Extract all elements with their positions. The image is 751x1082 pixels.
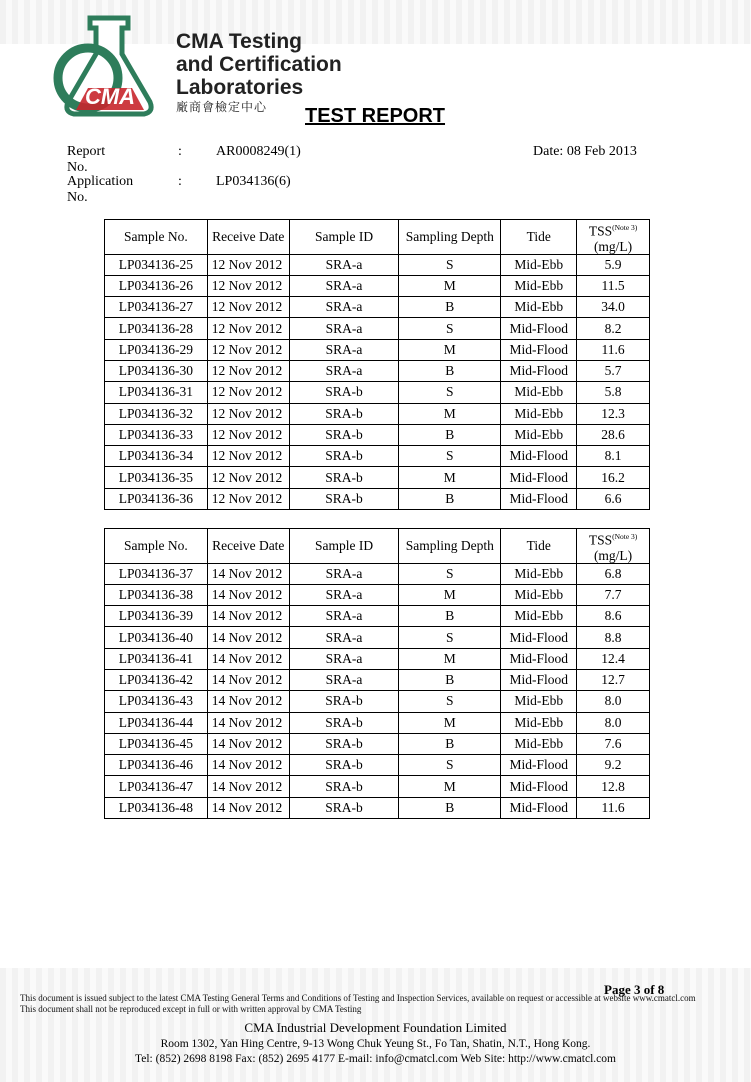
company-name	[176, 30, 342, 115]
cell-sample-no: LP034136-38	[105, 584, 208, 605]
cell-tide: Mid-Flood	[501, 627, 577, 648]
cell-tide: Mid-Flood	[501, 360, 577, 381]
cell-sample-id: SRA-a	[289, 648, 399, 669]
cell-tide: Mid-Ebb	[501, 297, 577, 318]
cell-sampling-depth: B	[399, 797, 501, 818]
col-sample-no: Sample No.	[105, 529, 208, 564]
cell-receive-date: 12 Nov 2012	[207, 254, 289, 275]
cell-receive-date: 14 Nov 2012	[207, 584, 289, 605]
report-no-colon: :	[178, 144, 182, 159]
application-no-label: Application No.	[67, 174, 134, 205]
disclaimer-line-2: This document shall not be reproduced except in full or with written approval by CMA Testing	[20, 1004, 362, 1014]
table-header-row	[105, 220, 650, 255]
application-no-colon: :	[178, 174, 182, 189]
tss-unit: (mg/L)	[593, 238, 633, 254]
cell-sample-no: LP034136-28	[105, 318, 208, 339]
cell-sample-id: SRA-b	[289, 712, 399, 733]
cell-sampling-depth: B	[399, 669, 501, 690]
cell-receive-date: 14 Nov 2012	[207, 797, 289, 818]
tss-unit: (mg/L)	[593, 547, 633, 563]
cell-tss: 16.2	[577, 467, 650, 488]
cell-sample-no: LP034136-48	[105, 797, 208, 818]
cell-sampling-depth: B	[399, 488, 501, 509]
cell-sampling-depth: B	[399, 360, 501, 381]
cell-receive-date: 12 Nov 2012	[207, 297, 289, 318]
cell-sample-no: LP034136-43	[105, 691, 208, 712]
cell-sample-id: SRA-b	[289, 733, 399, 754]
cell-receive-date: 14 Nov 2012	[207, 669, 289, 690]
cell-tide: Mid-Flood	[501, 797, 577, 818]
cell-sample-no: LP034136-31	[105, 382, 208, 403]
table-row	[105, 488, 650, 509]
col-sampling-depth: Sampling Depth	[399, 529, 501, 564]
cell-sample-no: LP034136-35	[105, 467, 208, 488]
cell-sample-no: LP034136-29	[105, 339, 208, 360]
cell-tide: Mid-Ebb	[501, 733, 577, 754]
contact-info: Tel: (852) 2698 8198 Fax: (852) 2695 4177 E-mail: info@cmatcl.com Web Site: http://www.cmatcl.com	[135, 1053, 616, 1065]
cell-sample-id: SRA-b	[289, 755, 399, 776]
cell-sampling-depth: M	[399, 403, 501, 424]
cell-receive-date: 14 Nov 2012	[207, 691, 289, 712]
table-row	[105, 563, 650, 584]
cell-tss: 8.8	[577, 627, 650, 648]
cell-sample-id: SRA-a	[289, 606, 399, 627]
col-sample-no: Sample No.	[105, 220, 208, 255]
cell-tss: 5.7	[577, 360, 650, 381]
cell-sample-id: SRA-b	[289, 382, 399, 403]
cell-sampling-depth: S	[399, 563, 501, 584]
tss-label: TSS	[588, 532, 613, 548]
table-row	[105, 467, 650, 488]
cell-sample-id: SRA-b	[289, 403, 399, 424]
col-sampling-depth: Sampling Depth	[399, 220, 501, 255]
table-row	[105, 297, 650, 318]
cell-sample-id: SRA-b	[289, 776, 399, 797]
cell-tide: Mid-Flood	[501, 776, 577, 797]
cell-tide: Mid-Flood	[501, 669, 577, 690]
cell-tss: 7.6	[577, 733, 650, 754]
cell-sampling-depth: M	[399, 776, 501, 797]
cma-logo	[50, 14, 168, 118]
cell-sampling-depth: S	[399, 254, 501, 275]
cell-receive-date: 14 Nov 2012	[207, 627, 289, 648]
table-row	[105, 733, 650, 754]
col-sample-id: Sample ID	[289, 220, 399, 255]
cell-sampling-depth: M	[399, 648, 501, 669]
cell-sample-no: LP034136-30	[105, 360, 208, 381]
cell-sample-no: LP034136-34	[105, 446, 208, 467]
foundation-name: CMA Industrial Development Foundation Limited	[244, 1020, 507, 1035]
cell-sampling-depth: B	[399, 733, 501, 754]
cell-sample-id: SRA-b	[289, 424, 399, 445]
cell-tss: 9.2	[577, 755, 650, 776]
table-row	[105, 360, 650, 381]
cell-tss: 11.6	[577, 797, 650, 818]
cell-tide: Mid-Flood	[501, 467, 577, 488]
cell-tide: Mid-Ebb	[501, 275, 577, 296]
cell-tss: 11.6	[577, 339, 650, 360]
col-receive-date: Receive Date	[207, 529, 289, 564]
col-tide: Tide	[501, 220, 577, 255]
table-row	[105, 606, 650, 627]
cell-sampling-depth: B	[399, 424, 501, 445]
col-tide: Tide	[501, 529, 577, 564]
cell-receive-date: 14 Nov 2012	[207, 563, 289, 584]
cell-sample-id: SRA-a	[289, 275, 399, 296]
application-no-value: LP034136(6)	[216, 174, 291, 189]
col-sample-id: Sample ID	[289, 529, 399, 564]
cell-receive-date: 12 Nov 2012	[207, 382, 289, 403]
cell-tss: 12.7	[577, 669, 650, 690]
cell-sample-id: SRA-a	[289, 297, 399, 318]
cell-sample-id: SRA-a	[289, 627, 399, 648]
report-title: TEST REPORT	[305, 105, 446, 127]
col-tss	[577, 220, 650, 255]
disclaimer	[20, 993, 740, 1015]
address: Room 1302, Yan Hing Centre, 9-13 Wong Chuk Yeung St., Fo Tan, Shatin, N.T., Hong Kong.	[160, 1038, 591, 1050]
cell-tss: 8.2	[577, 318, 650, 339]
cell-tide: Mid-Ebb	[501, 254, 577, 275]
report-no-value: AR0008249(1)	[216, 144, 301, 159]
cell-tss: 8.1	[577, 446, 650, 467]
cell-sampling-depth: M	[399, 712, 501, 733]
cell-sample-no: LP034136-41	[105, 648, 208, 669]
cell-receive-date: 12 Nov 2012	[207, 467, 289, 488]
page-number: Page 3 of 8	[604, 982, 665, 997]
col-tss	[577, 529, 650, 564]
cell-tss: 12.8	[577, 776, 650, 797]
cell-sampling-depth: M	[399, 275, 501, 296]
cell-tide: Mid-Ebb	[501, 424, 577, 445]
table-row	[105, 339, 650, 360]
cell-sample-id: SRA-a	[289, 360, 399, 381]
cell-sample-no: LP034136-25	[105, 254, 208, 275]
cell-tss: 8.0	[577, 712, 650, 733]
table-row	[105, 318, 650, 339]
cell-receive-date: 14 Nov 2012	[207, 755, 289, 776]
table-row	[105, 254, 650, 275]
cell-sample-no: LP034136-32	[105, 403, 208, 424]
cell-receive-date: 12 Nov 2012	[207, 488, 289, 509]
cell-receive-date: 14 Nov 2012	[207, 648, 289, 669]
cell-receive-date: 12 Nov 2012	[207, 339, 289, 360]
cell-sampling-depth: S	[399, 627, 501, 648]
cell-tss: 8.6	[577, 606, 650, 627]
cell-tss: 34.0	[577, 297, 650, 318]
cell-sampling-depth: B	[399, 606, 501, 627]
cell-tss: 28.6	[577, 424, 650, 445]
table-row	[105, 382, 650, 403]
table-row	[105, 755, 650, 776]
tss-note: (Note 3)	[612, 223, 638, 232]
cell-sampling-depth: M	[399, 339, 501, 360]
cell-receive-date: 14 Nov 2012	[207, 733, 289, 754]
cell-tide: Mid-Ebb	[501, 403, 577, 424]
company-line-2: and Certification	[176, 53, 342, 76]
table-row	[105, 424, 650, 445]
cell-sample-id: SRA-a	[289, 318, 399, 339]
cell-sample-no: LP034136-33	[105, 424, 208, 445]
cell-sampling-depth: S	[399, 755, 501, 776]
cell-receive-date: 12 Nov 2012	[207, 424, 289, 445]
cell-tss: 5.8	[577, 382, 650, 403]
table-row	[105, 584, 650, 605]
cell-sampling-depth: S	[399, 382, 501, 403]
cell-tide: Mid-Ebb	[501, 584, 577, 605]
company-line-3: Laboratories	[176, 76, 304, 99]
cell-sample-no: LP034136-36	[105, 488, 208, 509]
cell-receive-date: 12 Nov 2012	[207, 446, 289, 467]
cell-tss: 6.8	[577, 563, 650, 584]
cell-receive-date: 12 Nov 2012	[207, 403, 289, 424]
cell-sample-no: LP034136-37	[105, 563, 208, 584]
cell-receive-date: 14 Nov 2012	[207, 712, 289, 733]
cell-sample-no: LP034136-46	[105, 755, 208, 776]
cell-sample-no: LP034136-26	[105, 275, 208, 296]
table-row	[105, 691, 650, 712]
table-row	[105, 275, 650, 296]
tss-note: (Note 3)	[612, 532, 638, 541]
table-row	[105, 712, 650, 733]
cell-sample-id: SRA-b	[289, 467, 399, 488]
results-table-1	[104, 219, 650, 510]
cell-sample-no: LP034136-47	[105, 776, 208, 797]
cell-tide: Mid-Ebb	[501, 712, 577, 733]
cell-tss: 11.5	[577, 275, 650, 296]
cell-sample-no: LP034136-40	[105, 627, 208, 648]
cell-sample-id: SRA-a	[289, 669, 399, 690]
cell-sample-no: LP034136-27	[105, 297, 208, 318]
cell-tss: 8.0	[577, 691, 650, 712]
cell-sample-no: LP034136-45	[105, 733, 208, 754]
cell-tide: Mid-Ebb	[501, 382, 577, 403]
results-table-2	[104, 528, 650, 819]
cell-tss: 5.9	[577, 254, 650, 275]
logo-text: CMA	[84, 84, 136, 109]
cell-tide: Mid-Flood	[501, 755, 577, 776]
cell-sample-id: SRA-b	[289, 488, 399, 509]
cell-sampling-depth: M	[399, 467, 501, 488]
cell-sampling-depth: M	[399, 584, 501, 605]
cell-receive-date: 14 Nov 2012	[207, 776, 289, 797]
table-row	[105, 446, 650, 467]
cell-sample-id: SRA-a	[289, 584, 399, 605]
cell-tide: Mid-Flood	[501, 446, 577, 467]
cell-sample-id: SRA-b	[289, 797, 399, 818]
cell-sampling-depth: B	[399, 297, 501, 318]
cell-tide: Mid-Ebb	[501, 691, 577, 712]
cell-tss: 6.6	[577, 488, 650, 509]
tss-label: TSS	[588, 223, 613, 239]
report-date: Date: 08 Feb 2013	[533, 144, 637, 159]
cell-tide: Mid-Flood	[501, 648, 577, 669]
cell-tide: Mid-Flood	[501, 339, 577, 360]
table-header-row	[105, 529, 650, 564]
company-line-1: CMA Testing	[176, 30, 302, 53]
company-chinese-name: 廠商會檢定中心	[176, 100, 268, 114]
cell-receive-date: 12 Nov 2012	[207, 318, 289, 339]
cell-tide: Mid-Ebb	[501, 606, 577, 627]
cell-sample-id: SRA-a	[289, 563, 399, 584]
table-row	[105, 797, 650, 818]
table-row	[105, 648, 650, 669]
cell-sample-no: LP034136-44	[105, 712, 208, 733]
cell-tide: Mid-Flood	[501, 488, 577, 509]
table-row	[105, 776, 650, 797]
report-no-label: Report No.	[67, 144, 106, 175]
cell-receive-date: 14 Nov 2012	[207, 606, 289, 627]
cell-sample-id: SRA-b	[289, 446, 399, 467]
cell-tss: 7.7	[577, 584, 650, 605]
cell-sample-id: SRA-b	[289, 691, 399, 712]
col-receive-date: Receive Date	[207, 220, 289, 255]
disclaimer-line-1: This document is issued subject to the latest CMA Testing General Terms and Conditions of Testing and Inspection Services, available on request or accessible at website www.cmatcl.com	[20, 993, 696, 1003]
cell-tss: 12.4	[577, 648, 650, 669]
cell-sample-no: LP034136-42	[105, 669, 208, 690]
table-row	[105, 403, 650, 424]
cell-tss: 12.3	[577, 403, 650, 424]
cell-sampling-depth: S	[399, 446, 501, 467]
cell-sample-id: SRA-a	[289, 254, 399, 275]
cell-tide: Mid-Ebb	[501, 563, 577, 584]
cell-receive-date: 12 Nov 2012	[207, 275, 289, 296]
cell-tide: Mid-Flood	[501, 318, 577, 339]
cell-sample-no: LP034136-39	[105, 606, 208, 627]
table-row	[105, 669, 650, 690]
cell-sampling-depth: S	[399, 318, 501, 339]
cell-sample-id: SRA-a	[289, 339, 399, 360]
table-row	[105, 627, 650, 648]
cell-receive-date: 12 Nov 2012	[207, 360, 289, 381]
cell-sampling-depth: S	[399, 691, 501, 712]
